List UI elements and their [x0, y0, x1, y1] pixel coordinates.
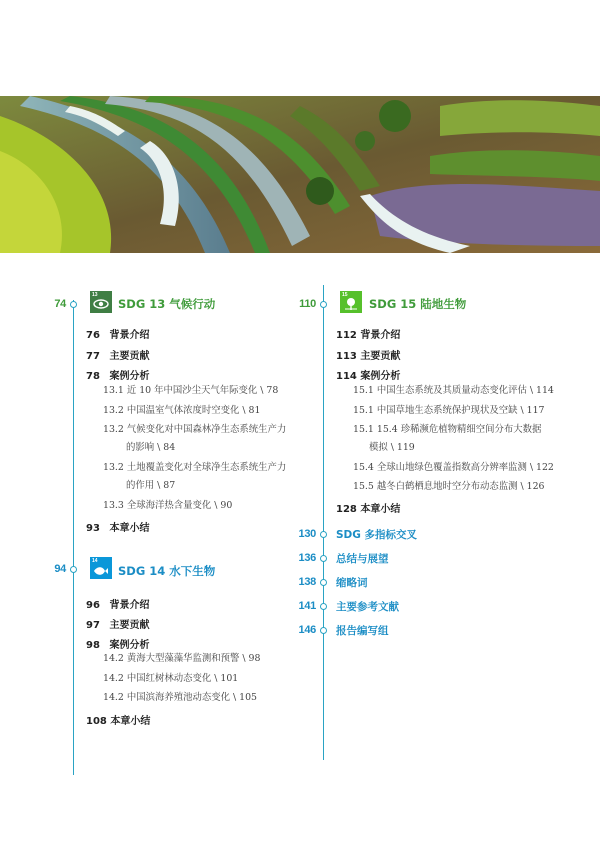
sdg15-badge-number: 15 — [342, 292, 348, 298]
extra-abbreviations[interactable]: 缩略词 — [336, 577, 368, 589]
extra-writing-group[interactable]: 报告编写组 — [336, 625, 389, 637]
extra-references[interactable]: 主要参考文献 — [336, 601, 399, 613]
sdg14-entry-background[interactable]: 96 背景介绍 — [86, 600, 150, 611]
sdg14-badge-number: 14 — [92, 558, 98, 564]
extra-page-number[interactable]: 141 — [298, 600, 316, 612]
sdg13-page-number[interactable]: 74 — [54, 298, 66, 310]
timeline-dot — [70, 566, 77, 573]
sdg14-case-1[interactable]: 14.2 黄海大型藻藻华监测和预警 \ 98 — [103, 653, 261, 664]
tree-bird-icon — [340, 291, 362, 313]
timeline-dot — [320, 627, 327, 634]
sdg13-badge-number: 13 — [92, 292, 98, 298]
extra-page-number[interactable]: 130 — [298, 528, 316, 540]
sdg15-case-4[interactable]: 15.4 全球山地绿色覆盖指数高分辨率监测 \ 122 — [353, 462, 554, 473]
sdg15-case-5[interactable]: 15.5 越冬白鹤栖息地时空分布动态监测 \ 126 — [353, 481, 545, 492]
sdg14-page-number[interactable]: 94 — [54, 563, 66, 575]
extra-page-number[interactable]: 136 — [298, 552, 316, 564]
sdg13-entry-background[interactable]: 76 背景介绍 — [86, 330, 150, 341]
eye-climate-icon — [90, 291, 112, 313]
sdg15-case-2[interactable]: 15.1 中国草地生态系统保护现状及空缺 \ 117 — [353, 405, 545, 416]
sdg13-case-5[interactable]: 13.3 全球海洋热含量变化 \ 90 — [103, 500, 233, 511]
sdg15-entry-contribution[interactable]: 113 主要贡献 — [336, 351, 401, 362]
sdg15-entry-summary[interactable]: 128 本章小结 — [336, 504, 401, 515]
timeline-line-right — [323, 285, 324, 760]
sdg14-title[interactable]: SDG 14 水下生物 — [118, 564, 216, 578]
extra-page-number[interactable]: 146 — [298, 624, 316, 636]
sdg13-entry-cases[interactable]: 78 案例分析 — [86, 371, 150, 382]
extra-sdg-cross-index[interactable]: SDG 多指标交叉 — [336, 529, 418, 541]
sdg13-case-4[interactable]: 13.2 土地覆盖变化对全球净生态系统生产力 的作用 \ 87 — [103, 462, 287, 491]
sdg13-case-3[interactable]: 13.2 气候变化对中国森林净生态系统生产力 的影响 \ 84 — [103, 424, 287, 453]
sdg13-title[interactable]: SDG 13 气候行动 — [118, 297, 216, 311]
timeline-dot — [320, 603, 327, 610]
timeline-line-left — [73, 300, 74, 775]
sdg15-entry-background[interactable]: 112 背景介绍 — [336, 330, 401, 341]
sdg14-case-2[interactable]: 14.2 中国红树林动态变化 \ 101 — [103, 673, 239, 684]
banner-photo-rice-terraces — [0, 96, 600, 253]
sdg15-case-1[interactable]: 15.1 中国生态系统及其质量动态变化评估 \ 114 — [353, 385, 554, 396]
sdg14-entry-contribution[interactable]: 97 主要贡献 — [86, 620, 150, 631]
extra-summary-outlook[interactable]: 总结与展望 — [336, 553, 389, 565]
timeline-dot — [320, 531, 327, 538]
sdg15-entry-cases[interactable]: 114 案例分析 — [336, 371, 401, 382]
timeline-dot — [70, 301, 77, 308]
sdg15-page-number[interactable]: 110 — [299, 298, 316, 310]
fish-icon — [90, 557, 112, 579]
sdg13-entry-contribution[interactable]: 77 主要贡献 — [86, 351, 150, 362]
sdg13-case-1[interactable]: 13.1 近 10 年中国沙尘天气年际变化 \ 78 — [103, 385, 279, 396]
timeline-dot — [320, 301, 327, 308]
sdg14-case-3[interactable]: 14.2 中国滨海养殖池动态变化 \ 105 — [103, 692, 257, 703]
sdg14-entry-summary[interactable]: 108 本章小结 — [86, 716, 151, 727]
timeline-dot — [320, 555, 327, 562]
sdg15-title[interactable]: SDG 15 陆地生物 — [369, 297, 467, 311]
sdg14-entry-cases[interactable]: 98 案例分析 — [86, 640, 150, 651]
sdg13-entry-summary[interactable]: 93 本章小结 — [86, 523, 150, 534]
timeline-dot — [320, 579, 327, 586]
sdg15-case-3[interactable]: 15.1 15.4 珍稀濒危植物精细空间分布大数据 模拟 \ 119 — [353, 424, 542, 453]
sdg13-case-2[interactable]: 13.2 中国温室气体浓度时空变化 \ 81 — [103, 405, 261, 416]
extra-page-number[interactable]: 138 — [298, 576, 316, 588]
